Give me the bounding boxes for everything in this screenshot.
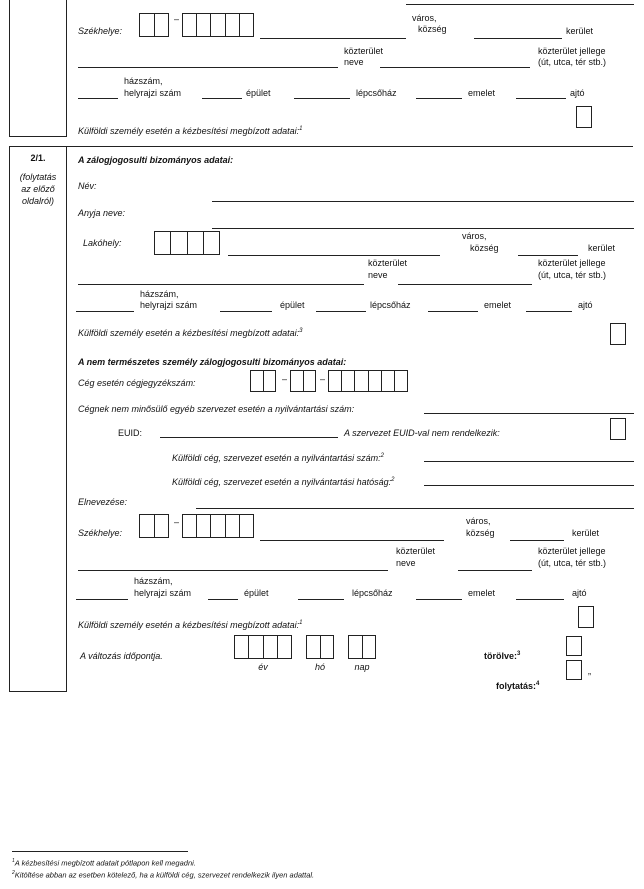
torolve-sup: 3 xyxy=(517,651,521,657)
lepcsohaz-line[interactable] xyxy=(294,98,350,99)
nap-label: nap xyxy=(354,662,370,672)
helyrajzi-label-2: helyrajzi szám xyxy=(140,300,198,310)
szekhely-irsz-second-cells[interactable] xyxy=(182,514,254,538)
lepcsohaz-line-3[interactable] xyxy=(298,599,344,600)
footnote-1-text: A kézbesítési megbízott adatait pótlapon kell megadni. xyxy=(14,858,196,868)
kozterulet-jellege-line[interactable] xyxy=(380,67,530,68)
varos-label: város, xyxy=(412,13,437,23)
torolve-checkbox[interactable] xyxy=(566,636,582,656)
anyja-line[interactable] xyxy=(212,228,634,229)
kozseg-label-2: község xyxy=(470,243,499,253)
kozterulet-jellege-line-2[interactable] xyxy=(398,284,532,285)
emelet-label: emelet xyxy=(468,88,496,98)
kozseg-label-3: község xyxy=(466,528,495,538)
hazszam-line-3[interactable] xyxy=(76,599,128,600)
kulfoldi-checkbox-2[interactable] xyxy=(610,323,626,345)
hazszam-label: házszám, xyxy=(124,76,163,86)
emelet-label-3: emelet xyxy=(468,588,496,598)
kozterulet-label-3: közterület xyxy=(396,546,436,556)
szekhely-dash: – xyxy=(174,517,180,527)
valtozas-ho-cells[interactable] xyxy=(306,635,334,659)
cegjegyzek-cells-1[interactable] xyxy=(250,370,276,392)
torolve-text: törölve: xyxy=(484,651,518,661)
kozterulet-neve-line-2[interactable] xyxy=(78,284,364,285)
section-number: 2/1. xyxy=(30,153,46,163)
folytatas-label xyxy=(496,679,539,692)
anyja-label: Anyja neve: xyxy=(78,208,126,218)
ajto-line[interactable] xyxy=(516,98,566,99)
epulet-label-3: épület xyxy=(244,588,269,598)
szekhely-label-2: Székhelye: xyxy=(78,528,123,538)
kerulet-label: kerület xyxy=(566,26,594,36)
kerulet-line-3[interactable] xyxy=(510,540,564,541)
hazszam-label-2: házszám, xyxy=(140,289,179,299)
kerulet-line[interactable] xyxy=(474,38,562,39)
euid-none-label: A szervezet EUID-val nem rendelkezik: xyxy=(344,428,500,438)
dash: – xyxy=(174,14,180,24)
footnote-2-text: Kitöltése abban az esetben kötelező, ha a külföldi cég, szervezet rendelkezik ilyen adattal. xyxy=(14,870,315,880)
kulfoldi-checkbox[interactable] xyxy=(576,106,592,128)
lepcsohaz-line-2[interactable] xyxy=(316,311,366,312)
kulf-ceg-hatosag-label xyxy=(172,475,394,488)
ut-utca-label: (út, utca, tér stb.) xyxy=(538,57,607,67)
kulf-ceg-szam-sup: 2 xyxy=(380,453,384,459)
kulfoldi-text: Külföldi személy esetén a kézbesítési megbízott adatai: xyxy=(78,126,300,136)
top-rule xyxy=(406,4,634,5)
lepcsohaz-label: lépcsőház xyxy=(356,88,397,98)
kulf-ceg-hatosag-line[interactable] xyxy=(424,485,634,486)
neve-label: neve xyxy=(344,57,364,67)
kozterulet-label-2: közterület xyxy=(368,258,408,268)
section-1-left-cell xyxy=(9,0,67,137)
kulfoldi-text-3: Külföldi személy esetén a kézbesítési megbízott adatai: xyxy=(78,620,300,630)
kozterulet-label: közterület xyxy=(344,46,384,56)
kozterulet-jellege-label-2: közterület jellege xyxy=(538,258,606,268)
kerulet-label-2: kerület xyxy=(588,243,616,253)
neve-label-3: neve xyxy=(396,558,416,568)
helyrajzi-label: helyrajzi szám xyxy=(124,88,182,98)
section-note-line3: oldalról) xyxy=(21,196,54,206)
footnote-1-num: 1 xyxy=(12,858,15,864)
kulf-ceg-szam-line[interactable] xyxy=(424,461,634,462)
kulfoldi-sup-3: 1 xyxy=(299,620,303,626)
kulf-ceg-hatosag-text: Külföldi cég, szervezet esetén a nyilvántartási hatóság: xyxy=(172,477,392,487)
kulfoldi-label-2 xyxy=(78,326,302,339)
irsz-second-cells[interactable] xyxy=(182,13,254,37)
valtozas-ev-cells[interactable] xyxy=(234,635,292,659)
szekhely-label: Székhelye: xyxy=(78,26,123,36)
irsz-first-cells[interactable] xyxy=(139,13,169,37)
epulet-line-2[interactable] xyxy=(220,311,272,312)
epulet-label-2: épület xyxy=(280,300,305,310)
lepcsohaz-label-2: lépcsőház xyxy=(370,300,411,310)
ajto-label: ajtó xyxy=(570,88,585,98)
hazszam-line-2[interactable] xyxy=(76,311,134,312)
szekhely-varos-line-2[interactable] xyxy=(260,540,444,541)
cegjegyzek-cells-2[interactable] xyxy=(290,370,316,392)
emelet-line-2[interactable] xyxy=(428,311,478,312)
neve-label-2: neve xyxy=(368,270,388,280)
varos-label-3: város, xyxy=(466,516,491,526)
kulfoldi-label xyxy=(78,124,302,137)
ajto-line-2[interactable] xyxy=(526,311,572,312)
kulf-ceg-hatosag-sup: 2 xyxy=(391,477,395,483)
kulfoldi-label-3 xyxy=(78,618,302,631)
kerulet-label-3: kerület xyxy=(572,528,600,538)
helyrajzi-label-3: helyrajzi szám xyxy=(134,588,192,598)
hazszam-line[interactable] xyxy=(78,98,118,99)
kozterulet-jellege-label-3: közterület jellege xyxy=(538,546,606,556)
valtozas-label: A változás időpontja. xyxy=(80,651,163,661)
ajto-label-2: ajtó xyxy=(578,300,593,310)
varos-label-2: város, xyxy=(462,231,487,241)
ho-label: hó xyxy=(314,662,325,672)
nyilvantartasi-line[interactable] xyxy=(424,413,634,414)
emelet-line-3[interactable] xyxy=(416,599,462,600)
ajto-line-3[interactable] xyxy=(516,599,564,600)
kozseg-label: község xyxy=(418,24,447,34)
epulet-label: épület xyxy=(246,88,271,98)
footnote-rule xyxy=(12,851,188,852)
kulfoldi-sup-2: 3 xyxy=(299,328,303,334)
footnote-2-num: 2 xyxy=(12,870,15,876)
kozterulet-jellege-label: közterület jellege xyxy=(538,46,606,56)
footnote-1 xyxy=(12,857,196,868)
lepcsohaz-label-3: lépcsőház xyxy=(352,588,393,598)
section-divider-line xyxy=(67,146,633,147)
torolve-label xyxy=(484,649,520,662)
folytatas-text: folytatás: xyxy=(496,681,537,691)
lakohely-irsz-cells[interactable] xyxy=(154,231,220,255)
section-note-line2: az előző xyxy=(21,184,55,194)
ajto-label-3: ajtó xyxy=(572,588,587,598)
section-2-1-left-cell xyxy=(9,146,67,692)
section-note-line1: (folytatás xyxy=(19,172,57,182)
kozterulet-neve-line[interactable] xyxy=(78,67,338,68)
euid-line[interactable] xyxy=(160,437,338,438)
kozterulet-jellege-line-3[interactable] xyxy=(458,570,532,571)
kulfoldi-text-2: Külföldi személy esetén a kézbesítési megbízott adatai: xyxy=(78,328,300,338)
nev-line[interactable] xyxy=(212,201,634,202)
euid-none-checkbox[interactable] xyxy=(610,418,626,440)
kulf-ceg-szam-text: Külföldi cég, szervezet esetén a nyilvántartási szám: xyxy=(172,453,381,463)
hazszam-label-3: házszám, xyxy=(134,576,173,586)
elnevezese-label: Elnevezése: xyxy=(78,497,128,507)
kulf-ceg-szam-label xyxy=(172,451,384,464)
kulfoldi-checkbox-3[interactable] xyxy=(578,606,594,628)
epulet-line[interactable] xyxy=(202,98,242,99)
cegjegyzek-dash-1: – xyxy=(282,374,288,384)
section-title: A zálogjogosulti bizományos adatai: xyxy=(78,155,234,165)
elnevezese-line[interactable] xyxy=(196,508,634,509)
nonnatural-title: A nem természetes személy zálogjogosulti bizományos adatai: xyxy=(78,357,347,367)
ut-utca-label-3: (út, utca, tér stb.) xyxy=(538,558,607,568)
lakohely-varos-line[interactable] xyxy=(228,255,440,256)
nev-label: Név: xyxy=(78,181,97,191)
valtozas-nap-cells[interactable] xyxy=(348,635,376,659)
kerulet-line-2[interactable] xyxy=(518,255,578,256)
ut-utca-label-2: (út, utca, tér stb.) xyxy=(538,270,607,280)
szekhely-irsz-first-cells[interactable] xyxy=(139,514,169,538)
quote-mark: „ xyxy=(588,666,591,676)
cegjegyzek-dash-2: – xyxy=(320,374,326,384)
footnote-2 xyxy=(12,869,314,880)
szekhely-varos-line[interactable] xyxy=(260,38,406,39)
nyilvantartasi-label: Cégnek nem minősülő egyéb szervezet esetén a nyilvántartási szám: xyxy=(78,404,355,414)
epulet-line-3[interactable] xyxy=(208,599,238,600)
emelet-line[interactable] xyxy=(416,98,462,99)
folytatas-checkbox[interactable] xyxy=(566,660,582,680)
cegjegyzek-label: Cég esetén cégjegyzékszám: xyxy=(78,378,196,388)
emelet-label-2: emelet xyxy=(484,300,512,310)
euid-label: EUID: xyxy=(118,428,143,438)
kozterulet-neve-line-3[interactable] xyxy=(78,570,388,571)
ev-label: év xyxy=(258,662,268,672)
folytatas-sup: 4 xyxy=(536,681,540,687)
lakohely-label: Lakóhely: xyxy=(83,238,122,248)
kulfoldi-sup: 1 xyxy=(299,126,303,132)
cegjegyzek-cells-3[interactable] xyxy=(328,370,408,392)
